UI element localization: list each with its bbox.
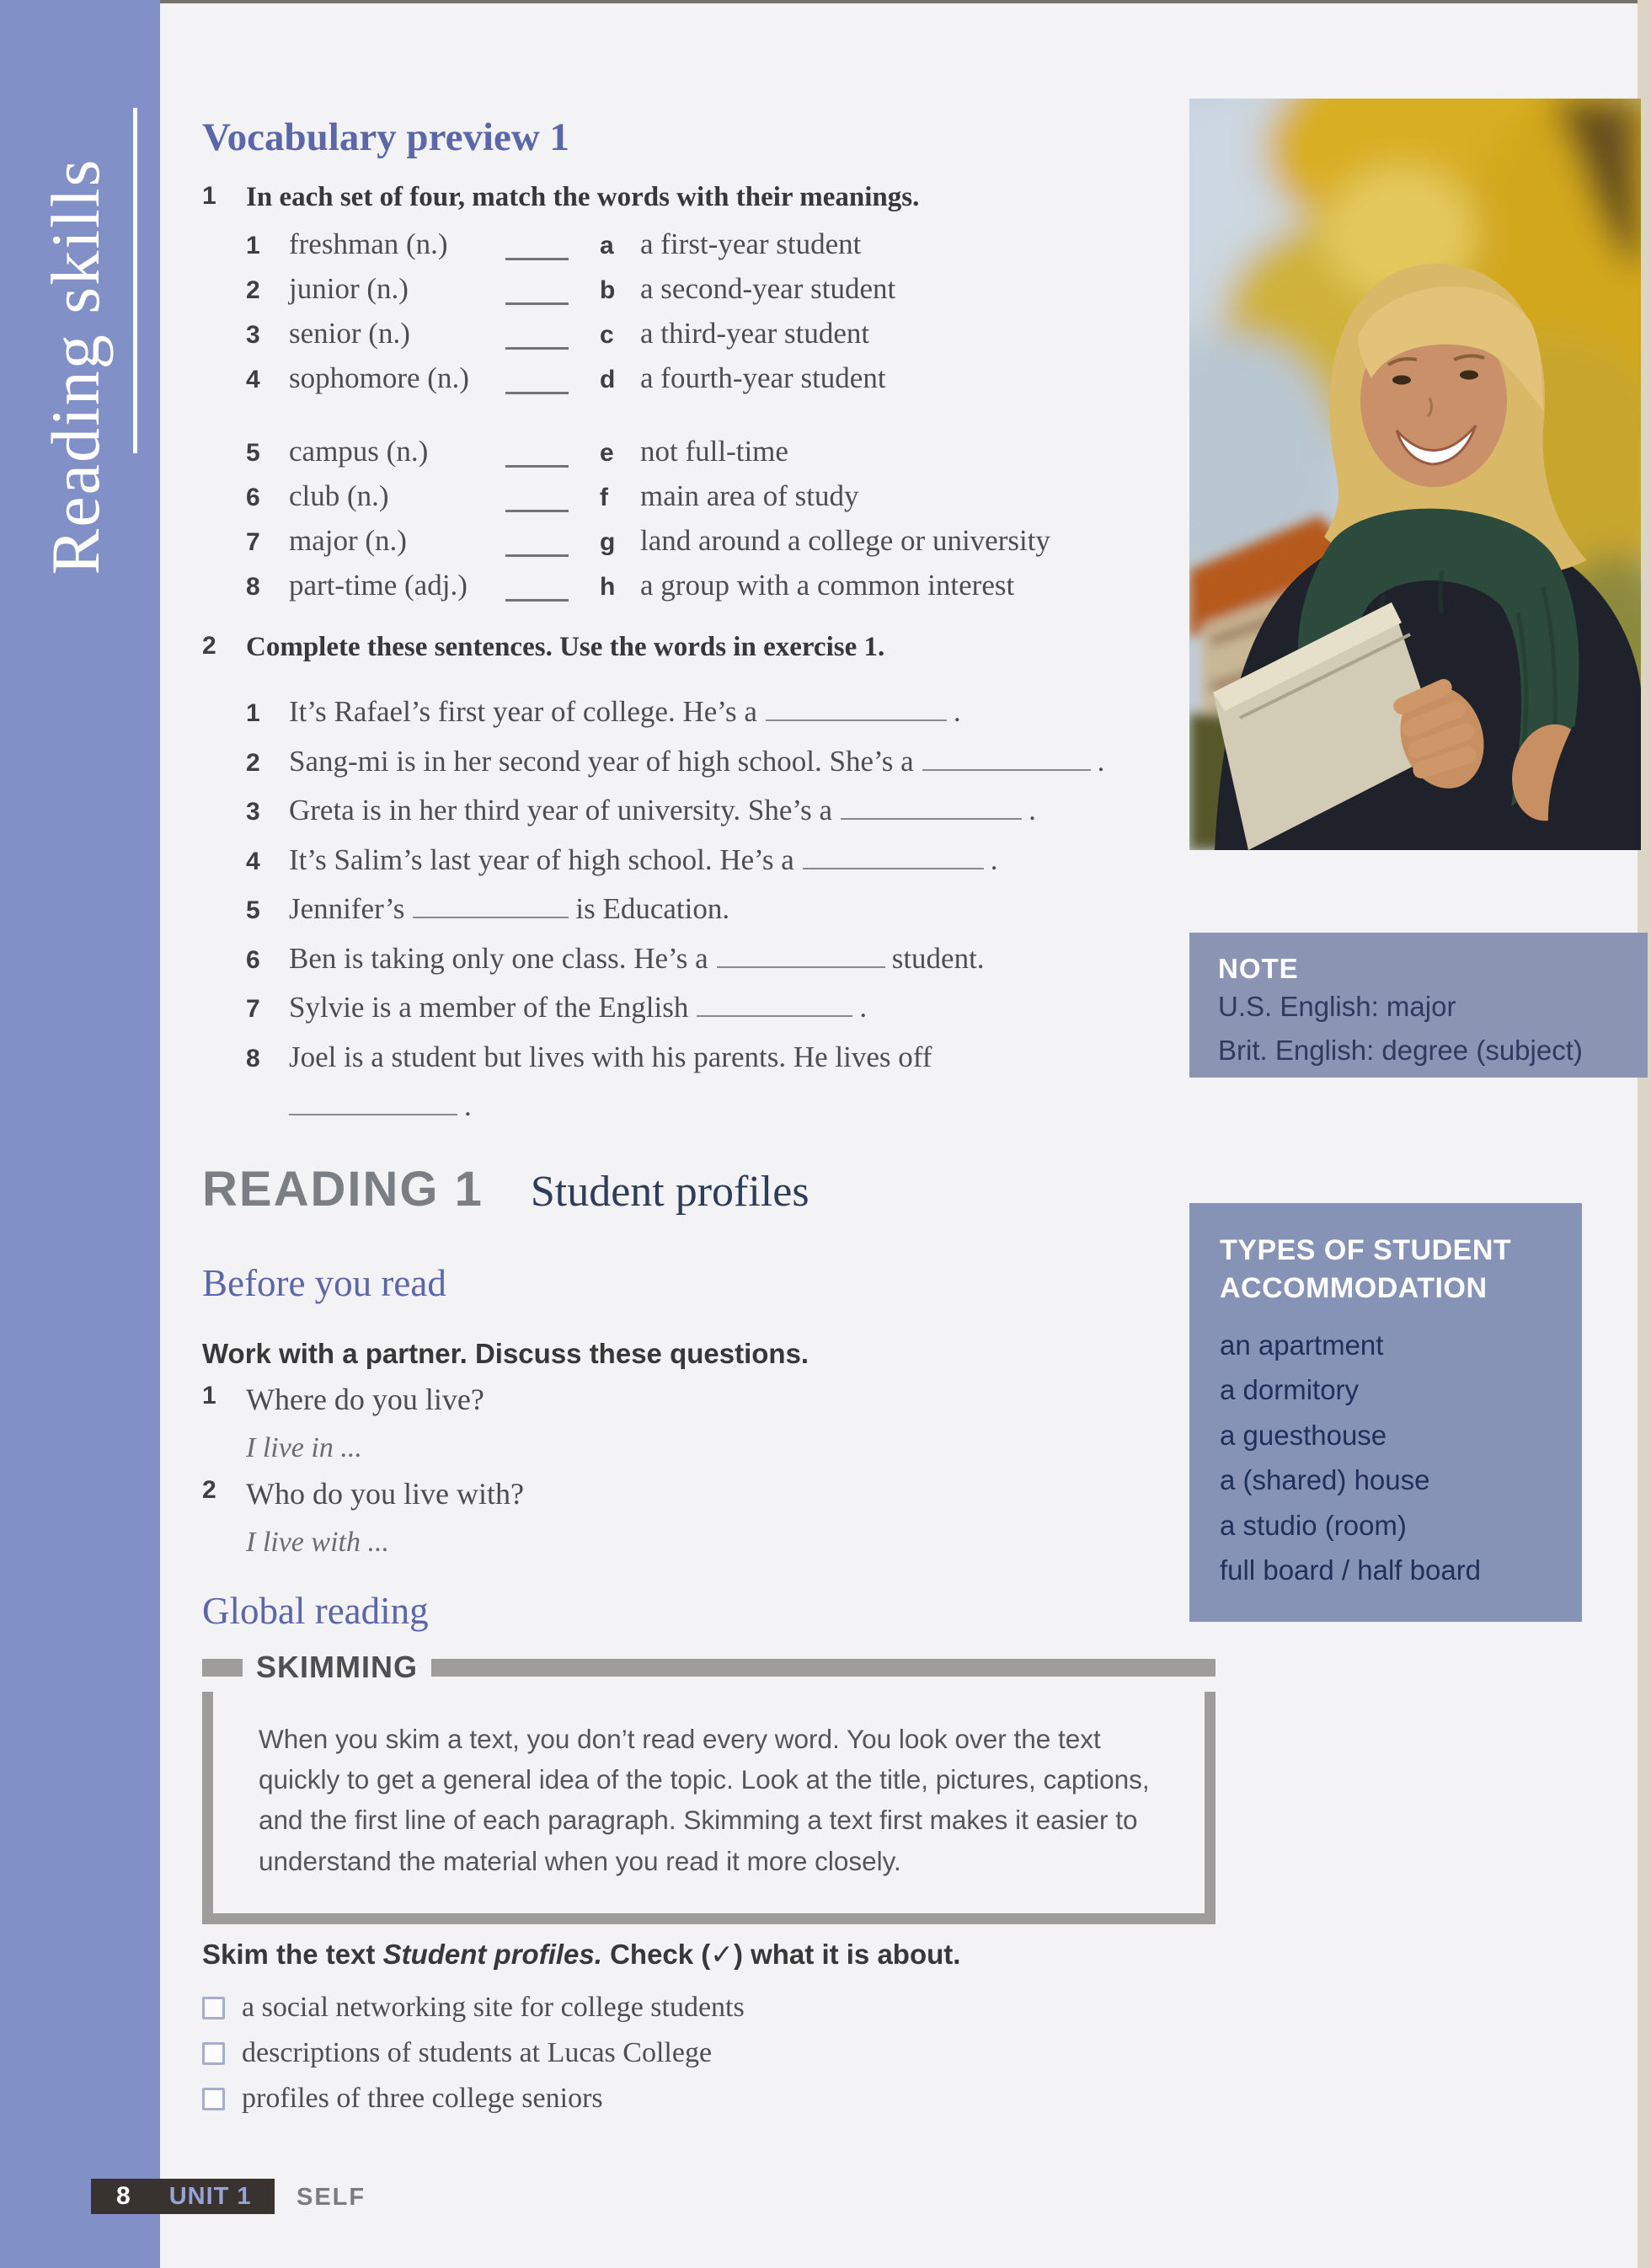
discussion-question — [202, 1476, 524, 1511]
sentence-row — [246, 934, 1206, 984]
sentence-pre: It’s Salim’s last year of high school. He’s a — [289, 842, 794, 876]
question-answer-stem: I live in ... — [246, 1432, 362, 1463]
student-photo — [1189, 99, 1641, 850]
word: campus (n.) — [289, 435, 429, 468]
match-row — [246, 317, 1198, 361]
fill-blank[interactable] — [766, 699, 947, 721]
sentence-number: 8 — [246, 1044, 260, 1072]
sentence-pre: Joel is a student but lives with his parents. He lives off — [289, 1040, 932, 1073]
unit-label: UNIT 1 — [168, 2182, 252, 2210]
reading1-title: Student profiles — [530, 1168, 809, 1216]
sentence-post: . — [1029, 794, 1036, 826]
fill-blank[interactable] — [803, 848, 984, 869]
sidebar-vertical-label: Reading skills — [37, 158, 114, 575]
answer-blank[interactable] — [505, 239, 600, 260]
fill-blank[interactable] — [841, 798, 1022, 820]
skimming-title: SKIMMING — [256, 1650, 418, 1684]
sentence-row — [246, 1033, 1206, 1131]
definition: a fourth-year student — [640, 361, 886, 394]
word: sophomore (n.) — [289, 361, 469, 394]
section-label: SELF — [297, 2184, 366, 2211]
answer-blank[interactable] — [505, 373, 600, 394]
match-row — [246, 435, 1198, 479]
word: club (n.) — [289, 479, 389, 512]
definition-letter: g — [600, 528, 616, 556]
sentence-row — [246, 687, 1206, 737]
word: junior (n.) — [289, 272, 409, 305]
sidebar — [0, 0, 160, 2268]
sentence-number: 5 — [246, 896, 260, 924]
exercise1-heading — [202, 182, 919, 213]
sentence-row — [246, 983, 1206, 1033]
sentence-row — [246, 885, 1206, 934]
definition-letter: h — [600, 573, 616, 601]
match-row — [246, 524, 1198, 569]
option-label: a social networking site for college students — [242, 1992, 745, 2023]
fill-blank[interactable] — [717, 946, 885, 968]
global-reading-heading: Global reading — [202, 1590, 429, 1632]
note-box — [1189, 933, 1648, 1078]
before-you-read-heading: Before you read — [202, 1262, 446, 1304]
option-checkbox[interactable] — [202, 2042, 225, 2065]
option-checkbox[interactable] — [202, 2088, 225, 2110]
answer-blank[interactable] — [505, 447, 600, 468]
match-row — [246, 569, 1198, 613]
definition-letter: e — [600, 439, 614, 467]
match-row — [246, 227, 1198, 272]
sentence-post: . — [1097, 744, 1105, 778]
skim-option-row — [202, 1985, 745, 2030]
match-list-group2 — [246, 435, 1198, 613]
exercise1-instruction: In each set of four, match the words with their meanings. — [246, 182, 920, 212]
skim-options — [202, 1985, 745, 2121]
match-row — [246, 361, 1198, 406]
accommodation-box — [1189, 1203, 1582, 1622]
sentence-number: 2 — [246, 748, 260, 777]
page-top-edge — [0, 0, 1651, 3]
word: part-time (adj.) — [289, 569, 468, 602]
reading1-kicker: READING 1 — [202, 1162, 484, 1217]
skimming-header-bar-right — [431, 1659, 1216, 1677]
match-list-group1 — [246, 227, 1198, 406]
sentence-post: . — [990, 842, 998, 876]
definition: a second-year student — [640, 272, 896, 305]
sentence-row — [246, 836, 1206, 885]
sidebar-underline — [133, 108, 137, 453]
accommodation-item: a (shared) house — [1220, 1464, 1430, 1496]
sentence-number: 4 — [246, 847, 260, 875]
discussion-question — [202, 1382, 484, 1417]
skimming-header-bar-left — [202, 1659, 243, 1677]
definition: a group with a common interest — [640, 569, 1015, 602]
word-number: 7 — [246, 528, 260, 556]
footer-bar — [91, 2179, 275, 2214]
sentence-pre: Jennifer’s — [289, 892, 405, 925]
question-text: Who do you live with? — [246, 1477, 524, 1511]
sentence-pre: Sang-mi is in her second year of high school. She’s a — [289, 744, 914, 778]
page-number: 8 — [116, 2182, 131, 2210]
definition: not full-time — [640, 435, 788, 468]
question-answer-stem: I live with ... — [246, 1527, 389, 1558]
accommodation-item: a dormitory — [1220, 1374, 1360, 1406]
fill-blank[interactable] — [922, 749, 1091, 771]
exercise2-instruction: Complete these sentences. Use the words in exercise 1. — [246, 632, 885, 662]
question-number: 1 — [202, 1382, 216, 1409]
exercise1-number: 1 — [202, 182, 216, 210]
option-label: profiles of three college seniors — [242, 2083, 603, 2114]
word-number: 3 — [246, 321, 260, 349]
sentence-list — [246, 687, 1206, 1131]
match-row — [246, 479, 1198, 524]
word-number: 2 — [246, 276, 260, 304]
accommodation-title: TYPES OF STUDENT ACCOMMODATION — [1220, 1234, 1512, 1304]
skim-task-instruction — [202, 1938, 960, 1971]
word-number: 1 — [246, 232, 260, 259]
word-number: 5 — [246, 439, 260, 467]
answer-blank[interactable] — [505, 329, 600, 350]
vocab-preview-title: Vocabulary preview 1 — [202, 115, 570, 159]
answer-blank[interactable] — [505, 536, 600, 557]
answer-blank[interactable] — [505, 491, 600, 512]
skim-option-row — [202, 2030, 745, 2076]
sentence-pre: It’s Rafael’s first year of college. He’s a — [289, 695, 757, 728]
accommodation-item: full board / half board — [1220, 1554, 1482, 1586]
sentence-post: . — [464, 1089, 472, 1122]
sentence-number: 6 — [246, 945, 260, 974]
option-label: descriptions of students at Lucas College — [242, 2037, 713, 2068]
word-number: 4 — [246, 366, 260, 393]
note-title: NOTE — [1218, 953, 1299, 984]
reading1-heading — [202, 1161, 809, 1217]
question-number: 2 — [202, 1476, 216, 1504]
sentence-pre: Ben is taking only one class. He’s a — [289, 941, 708, 975]
sentence-pre: Greta is in her third year of university. She’s a — [289, 794, 833, 826]
definition-letter: b — [600, 276, 616, 304]
sentence-number: 1 — [246, 699, 260, 727]
definition-letter: f — [600, 484, 608, 511]
fill-blank[interactable] — [697, 995, 852, 1017]
skimming-body-text: When you skim a text, you don’t read every word. You look over the text quickly to get a general idea of the topic. Look at the title, pictures, captions, and the first line of each paragraph. Skimming a text first makes it easier to understand the material when you read it more closely. — [202, 1692, 1216, 1924]
word-number: 8 — [246, 573, 260, 601]
sentence-number: 3 — [246, 798, 260, 826]
accommodation-list — [1220, 1323, 1552, 1593]
note-line-brit: Brit. English: degree (subject) — [1218, 1035, 1583, 1067]
sentence-post: . — [953, 695, 961, 728]
sentence-row — [246, 737, 1206, 787]
skimming-box — [202, 1650, 1216, 1924]
accommodation-item: an apartment — [1220, 1329, 1384, 1361]
discuss-instruction: Work with a partner. Discuss these questions. — [202, 1338, 809, 1369]
skimming-header — [202, 1650, 1216, 1685]
sentence-number: 7 — [246, 995, 260, 1023]
student-photo-illustration — [1189, 99, 1641, 850]
accommodation-item: a studio (room) — [1220, 1509, 1407, 1541]
option-checkbox[interactable] — [202, 1997, 225, 2019]
match-row — [246, 272, 1198, 317]
sentence-post: is Education. — [575, 892, 730, 925]
skim-task-pre: Skim the text — [202, 1939, 383, 1970]
skim-option-row — [202, 2076, 745, 2121]
definition: land around a college or university — [640, 524, 1050, 557]
answer-blank[interactable] — [505, 284, 600, 305]
accommodation-item: a guesthouse — [1220, 1419, 1387, 1451]
definition: a third-year student — [640, 317, 870, 350]
word-number: 6 — [246, 484, 260, 511]
answer-blank[interactable] — [505, 580, 600, 602]
note-line-us: U.S. English: major — [1218, 991, 1456, 1022]
question-text: Where do you live? — [246, 1383, 484, 1416]
sentence-post: student. — [891, 941, 985, 975]
definition-letter: d — [600, 366, 616, 393]
skim-task-italic-title: Student profiles. — [382, 1939, 602, 1970]
word: major (n.) — [289, 524, 407, 557]
exercise2-number: 2 — [202, 632, 216, 660]
sentence-row — [246, 786, 1206, 836]
fill-blank[interactable] — [413, 896, 569, 918]
exercise2-heading — [202, 632, 884, 663]
definition-letter: a — [600, 232, 614, 259]
word: freshman (n.) — [289, 227, 448, 260]
skim-task-post: Check (✓) what it is about. — [601, 1939, 961, 1970]
sentence-pre: Sylvie is a member of the English — [289, 991, 689, 1024]
sentence-post: . — [859, 991, 868, 1024]
definition: main area of study — [640, 479, 859, 512]
definition-letter: c — [600, 321, 614, 349]
word: senior (n.) — [289, 317, 410, 350]
fill-blank[interactable] — [289, 1094, 457, 1115]
definition: a first-year student — [640, 227, 862, 260]
